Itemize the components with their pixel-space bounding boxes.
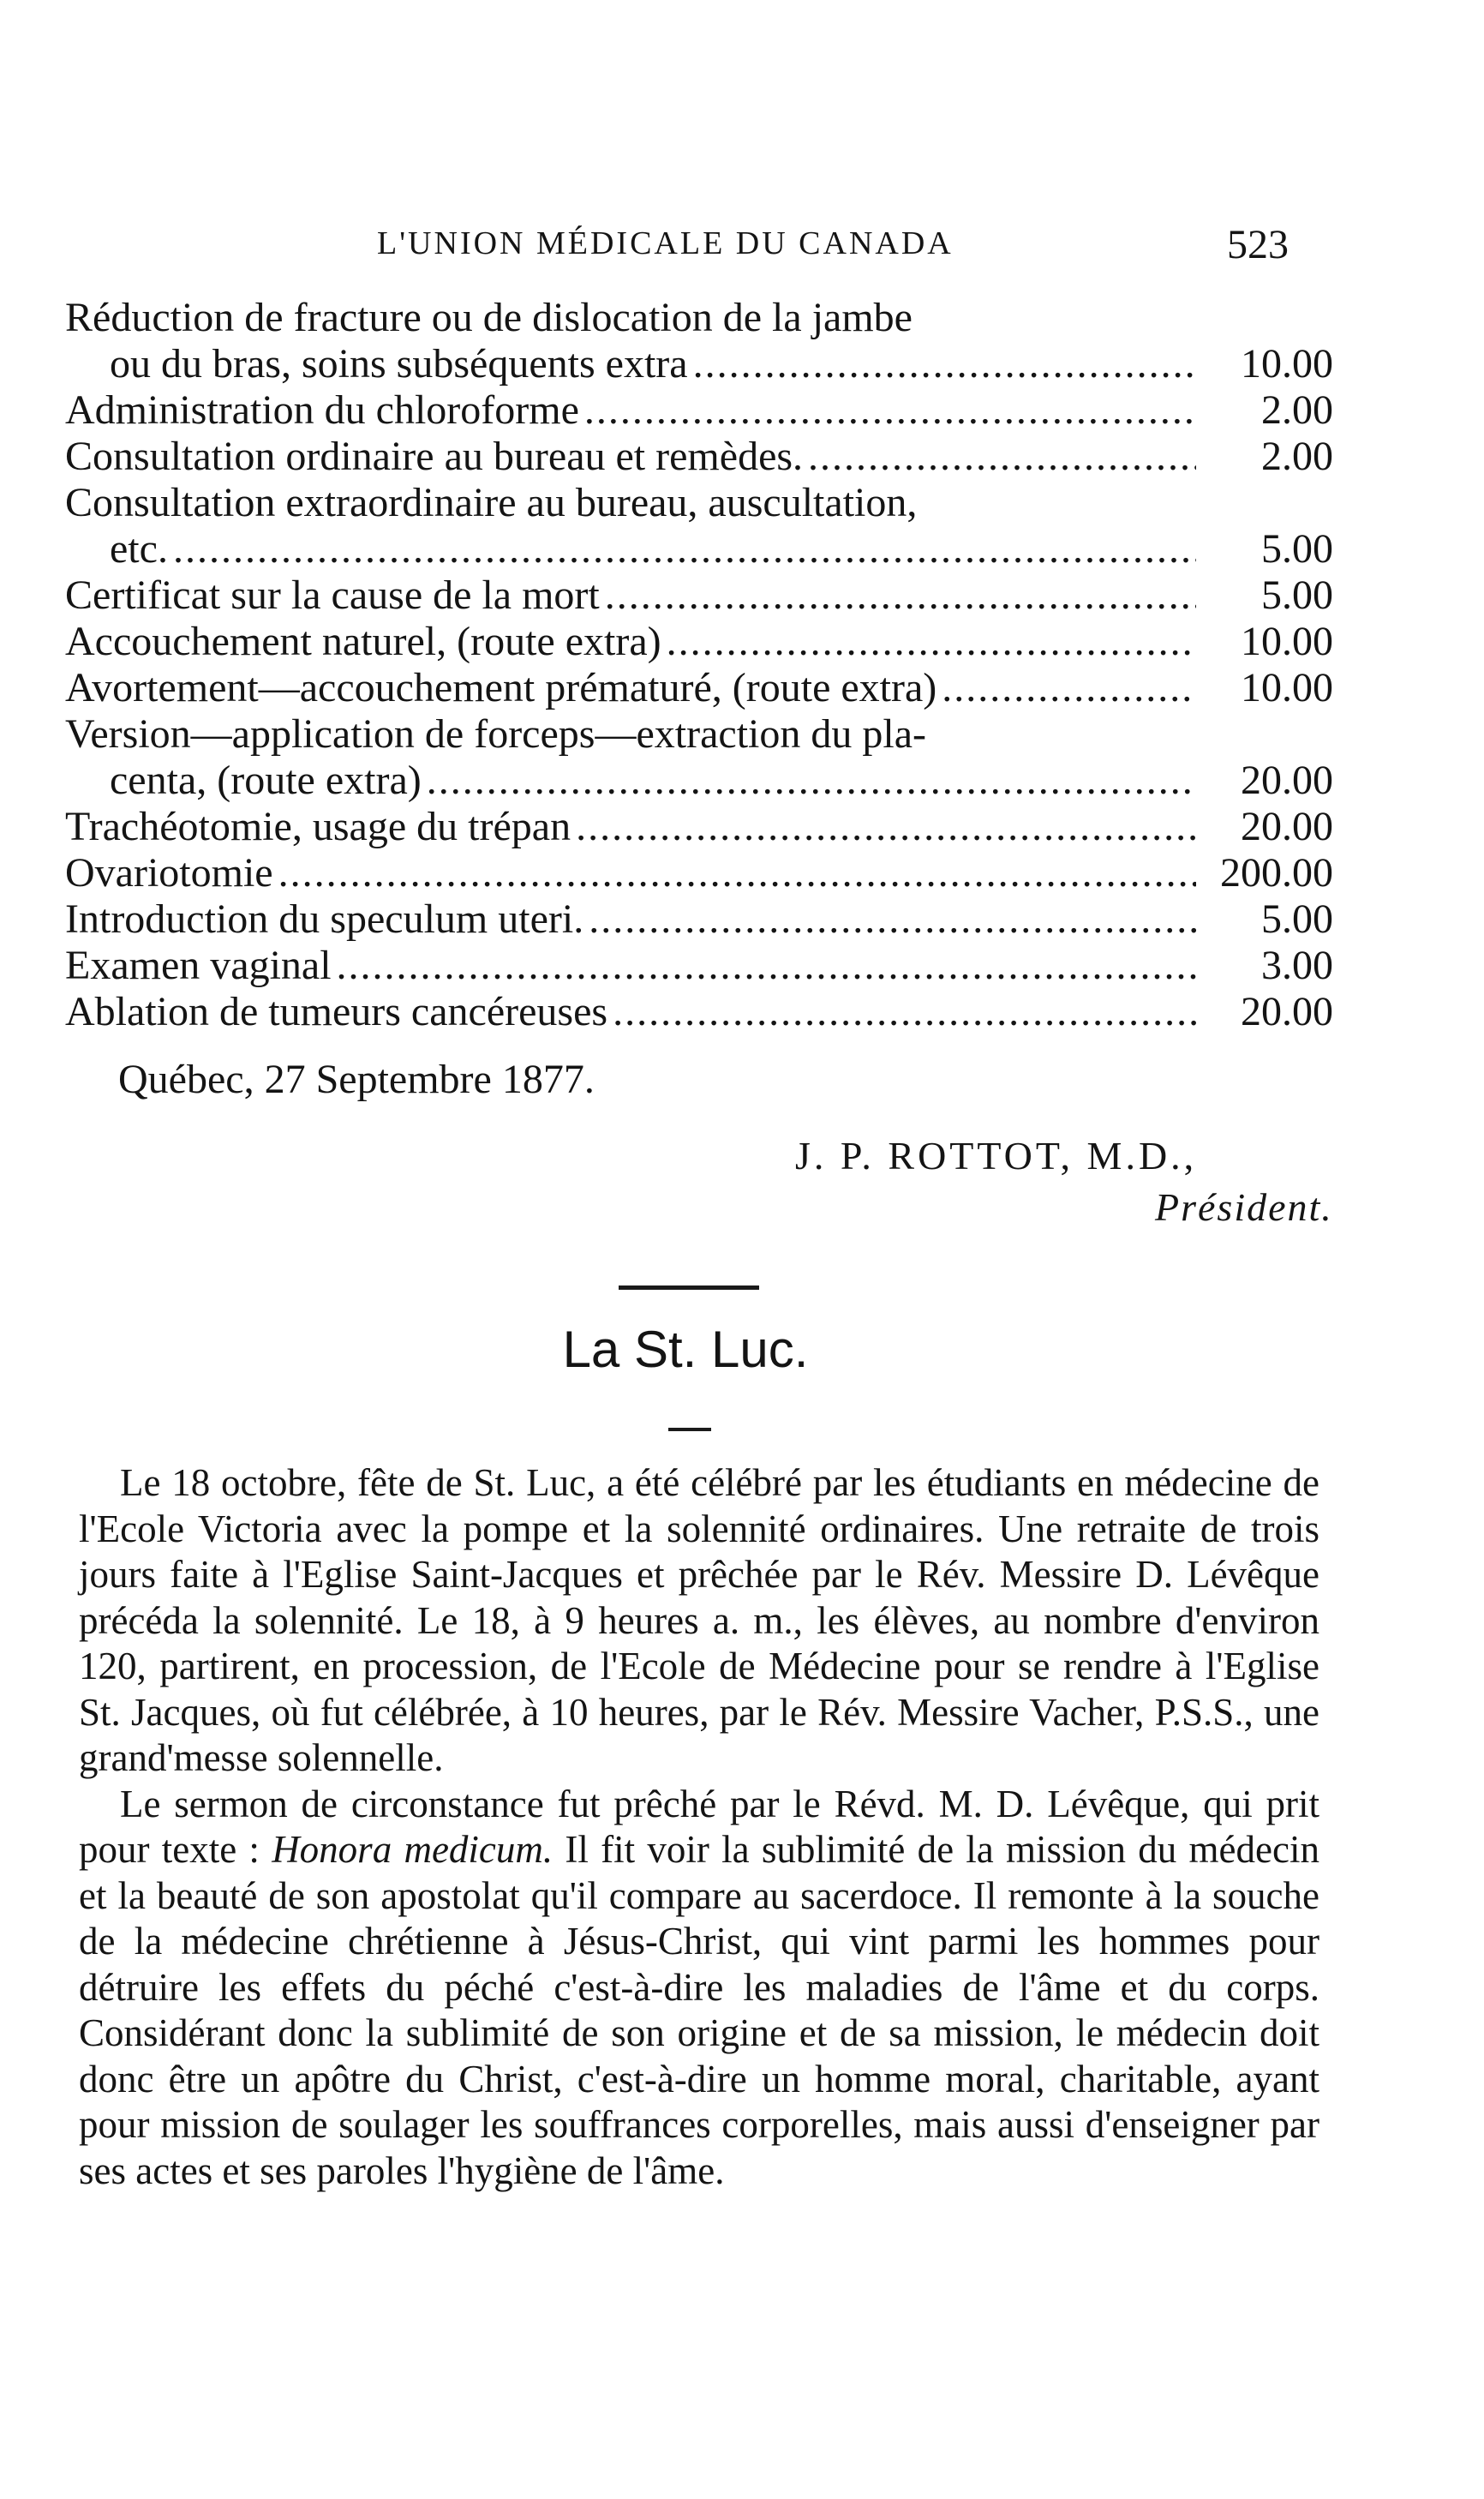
latin-quote: Honora medicum. — [272, 1828, 554, 1871]
fee-description-line: Réduction de fracture ou de dislocation de la jambe — [65, 295, 913, 340]
fee-amount: 20.00 — [1241, 804, 1333, 849]
fee-amount: 10.00 — [1241, 665, 1333, 710]
dot-leader — [427, 758, 1196, 804]
fee-row — [65, 295, 1333, 387]
fee-description: Ovariotomie — [65, 850, 273, 896]
fee-row — [65, 572, 1333, 619]
section-title: La St. Luc. — [562, 1321, 809, 1378]
fee-row — [65, 387, 1333, 434]
fee-amount: 2.00 — [1261, 387, 1333, 433]
dot-leader — [693, 341, 1196, 387]
dot-leader — [173, 526, 1196, 572]
fee-row — [65, 480, 1333, 572]
signature-title: Président. — [1155, 1185, 1333, 1229]
fee-amount: 3.00 — [1261, 943, 1333, 988]
place-date: Québec, 27 Septembre 1877. — [118, 1057, 595, 1102]
signature-name: J. P. ROTTOT, M.D., — [795, 1134, 1198, 1178]
fee-description: Consultation ordinaire au bureau et remèdes. — [65, 434, 804, 479]
fee-amount: 5.00 — [1261, 896, 1333, 942]
fee-description-line: Version—application de forceps—extraction du pla- — [65, 711, 926, 757]
fee-schedule — [65, 295, 1333, 1035]
fee-description: Avortement—accouchement prématuré, (route extra) — [65, 665, 937, 710]
fee-row — [65, 989, 1333, 1035]
dot-leader — [613, 989, 1196, 1035]
dot-leader — [589, 896, 1196, 943]
fee-amount: 10.00 — [1241, 341, 1333, 387]
title-divider — [668, 1428, 711, 1431]
fee-amount: 5.00 — [1261, 526, 1333, 572]
fee-amount: 200.00 — [1220, 850, 1333, 896]
fee-row — [65, 711, 1333, 804]
fee-description: Trachéotomie, usage du trépan — [65, 804, 571, 849]
page-number: 523 — [1227, 222, 1289, 267]
fee-amount: 5.00 — [1261, 572, 1333, 618]
fee-row — [65, 434, 1333, 480]
paragraph — [79, 1782, 1319, 2195]
dot-leader — [605, 572, 1196, 619]
dot-leader — [576, 804, 1196, 850]
article-body — [79, 1460, 1319, 2194]
fee-amount: 20.00 — [1241, 989, 1333, 1034]
fee-description: Examen vaginal — [65, 943, 332, 988]
fee-row — [65, 896, 1333, 943]
dot-leader — [942, 665, 1196, 711]
fee-row — [65, 619, 1333, 665]
fee-row — [65, 665, 1333, 711]
paragraph-text: Il fit voir la sublimité de la mission du médecin et la beauté de son apostolat qu'il compare au sacerdoce. Il remonte à la souche de la médecine chrétienne à Jésus-Christ, qui vint parmi les hommes pour détruire les effets du péché c'est-à-dire les maladies de l'âme et du corps. Considérant donc la sublimité de son origine et de sa mission, le médecin doit donc être un apôtre du Christ, c'est-à-dire un homme moral, charitable, ayant pour mission de soulager les souffrances corporelles, mais aussi d'enseigner par ses actes et ses paroles l'hygiène de l'âme. — [79, 1828, 1319, 2192]
fee-description: Administration du chloroforme — [65, 387, 579, 433]
dot-leader — [278, 850, 1196, 896]
section-divider — [619, 1285, 759, 1290]
fee-row — [65, 943, 1333, 989]
fee-row — [65, 850, 1333, 896]
dot-leader — [808, 434, 1196, 480]
fee-description: ou du bras, soins subséquents extra — [110, 341, 688, 387]
fee-description: Certificat sur la cause de la mort — [65, 572, 600, 618]
fee-description: etc. — [110, 526, 168, 572]
dot-leader — [667, 619, 1196, 665]
fee-amount: 10.00 — [1241, 619, 1333, 664]
fee-description: Accouchement naturel, (route extra) — [65, 619, 661, 664]
fee-description-line: Consultation extraordinaire au bureau, auscultation, — [65, 480, 918, 525]
fee-description: Introduction du speculum uteri. — [65, 896, 584, 942]
paragraph-text: Le sermon de circonstance fut prêché par le Révd. M. D. Lévêque, qui prit pour texte : — [79, 1782, 1319, 1871]
fee-amount: 20.00 — [1241, 758, 1333, 803]
fee-description: Ablation de tumeurs cancéreuses — [65, 989, 608, 1034]
fee-row — [65, 804, 1333, 850]
dot-leader — [337, 943, 1196, 989]
paragraph: Le 18 octobre, fête de St. Luc, a été célébré par les étudiants en médecine de l'Ecole Victoria avec la pompe et la solennité ordinaires. Une retraite de trois jours faite à l'Eglise Saint-Jacques et prêchée par le Rév. Messire D. Lévêque précéda la solennité. Le 18, à 9 heures a. m., les élèves, au nombre d'environ 120, partirent, en procession, de l'Ecole de Médecine pour se rendre à l'Eglise St. Jacques, où fut célébrée, à 10 heures, par le Rév. Messire Vacher, P.S.S., une grand'messe solennelle. — [79, 1461, 1319, 1779]
running-title: L'UNION MÉDICALE DU CANADA — [377, 225, 954, 261]
running-head — [0, 222, 1484, 276]
dot-leader — [584, 387, 1196, 434]
fee-description: centa, (route extra) — [110, 758, 422, 803]
fee-amount: 2.00 — [1261, 434, 1333, 479]
